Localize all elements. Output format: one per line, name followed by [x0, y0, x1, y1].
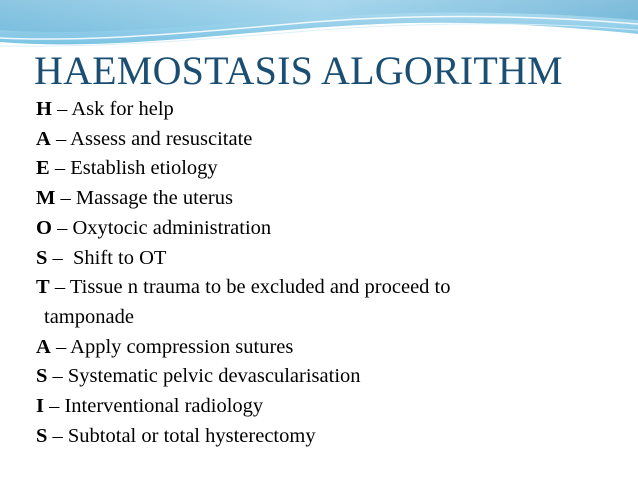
item-letter: S	[36, 246, 48, 269]
item-text: – Tissue n trauma to be excluded and proceed to	[49, 276, 451, 299]
item-letter: A	[36, 335, 51, 358]
list-item	[36, 422, 626, 452]
item-text-continuation: tamponade	[44, 305, 134, 328]
list-item	[36, 362, 626, 392]
item-text: – Assess and resuscitate	[50, 127, 253, 150]
item-letter: M	[36, 187, 56, 210]
algorithm-list	[36, 95, 626, 451]
list-item	[36, 392, 626, 422]
slide-title: HAEMOSTASIS ALGORITHM	[34, 48, 563, 93]
item-letter: T	[36, 276, 50, 299]
list-item	[36, 184, 626, 214]
item-text: – Subtotal or total hysterectomy	[47, 424, 316, 447]
item-text: – Shift to OT	[47, 246, 167, 269]
list-item	[36, 333, 626, 363]
item-letter: I	[36, 395, 44, 418]
list-item	[36, 273, 626, 332]
item-text: – Interventional radiology	[43, 395, 264, 418]
list-item	[36, 125, 626, 155]
list-item	[36, 95, 626, 125]
item-text: – Ask for help	[51, 98, 174, 120]
item-letter: O	[36, 216, 52, 239]
item-letter: H	[36, 98, 52, 120]
list-item	[36, 154, 626, 184]
item-text: – Massage the uterus	[55, 187, 233, 210]
item-letter: S	[36, 365, 48, 388]
item-letter: A	[36, 127, 51, 150]
item-letter: E	[36, 157, 50, 180]
item-letter: S	[36, 424, 48, 447]
item-text: – Establish etiology	[49, 157, 218, 180]
item-text: – Systematic pelvic devascularisation	[47, 365, 361, 388]
list-item	[36, 244, 626, 274]
list-item	[36, 214, 626, 244]
item-text: – Apply compression sutures	[50, 335, 294, 358]
item-text: – Oxytocic administration	[51, 216, 272, 239]
